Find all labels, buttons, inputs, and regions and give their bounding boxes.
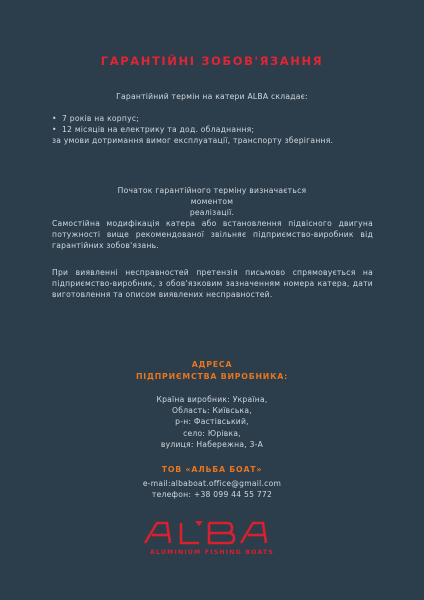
address-block xyxy=(0,394,424,450)
page-title: ГАРАНТІЙНІ ЗОБОВ'ЯЗАННЯ xyxy=(100,54,324,68)
address-street: вулиця: Набережна, 3-А xyxy=(160,439,264,449)
list-item: • 7 років на корпус; xyxy=(52,113,254,124)
contacts-block xyxy=(0,478,424,500)
list-item: • 12 місяців на електрику та дод. обладнання; xyxy=(52,124,254,135)
address-district: р-н: Фастівський, xyxy=(175,417,249,427)
address-region: Область: Київська, xyxy=(172,406,252,416)
company-name: ТОВ «АЛЬБА БОАТ» xyxy=(161,465,263,474)
logo-tagline: ALUMINIUM FISHING BOATS xyxy=(149,549,275,556)
phone-number: телефон: +38 099 44 55 772 xyxy=(151,490,273,500)
warranty-terms-list xyxy=(52,113,254,135)
warranty-intro: Гарантійний термін на катери ALBA складає: xyxy=(116,92,308,101)
warranty-start-line-2: реалізації. xyxy=(189,208,235,218)
email-link[interactable]: e-mail:albaboat.office@gmail.com xyxy=(142,479,282,488)
address-heading-line-1: АДРЕСА xyxy=(191,360,233,369)
address-country: Країна виробник: Україна, xyxy=(156,395,268,404)
address-village: село: Юрівка, xyxy=(183,428,241,438)
address-heading-line-2: ПІДПРИЄМСТВА ВИРОБНИКА: xyxy=(135,371,289,381)
logo-accent-icon xyxy=(195,521,203,526)
claim-paragraph: При виявленні несправностей претензія письмово спрямовується на підприємство-виробник, з обов'язковим зазначенням номера катера, дати виготовлення та описом виявлених несправностей. xyxy=(52,268,373,300)
address-heading xyxy=(0,359,424,382)
warranty-condition: за умови дотримання вимог експлуатації, транспорту зберігання. xyxy=(52,136,334,145)
modification-paragraph: Самостійна модифікація катера або встановлення підвісного двигуна потужності вище рекомендованої звільняє підприємство-виробник від гарантійних зобов'язань. xyxy=(52,219,373,251)
warranty-start-line-1: Початок гарантійного терміну визначається моментом xyxy=(117,186,307,207)
alba-logo xyxy=(137,518,287,558)
warranty-start-paragraph xyxy=(112,185,312,219)
